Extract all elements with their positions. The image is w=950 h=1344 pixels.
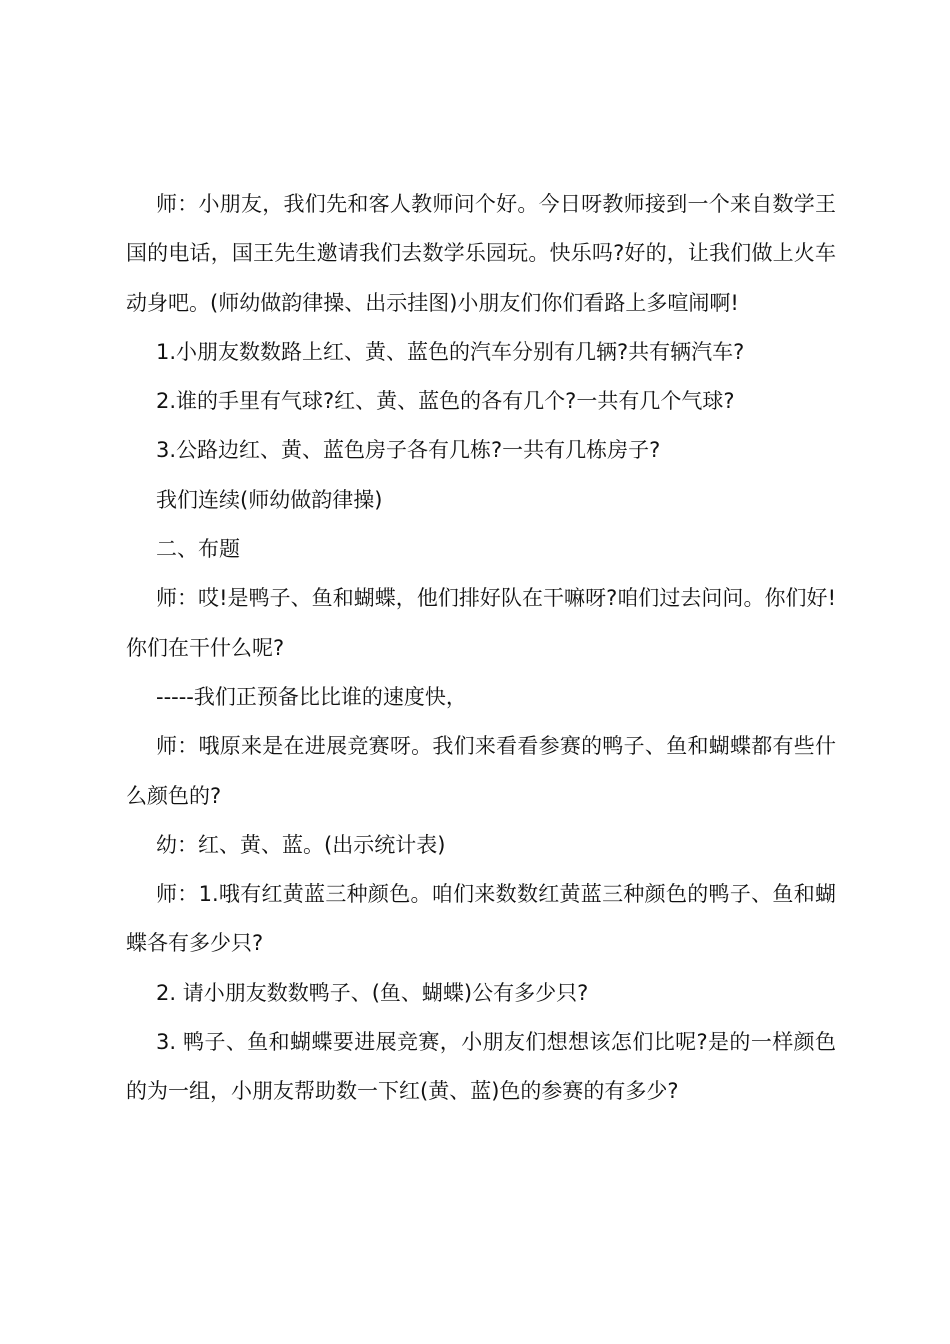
paragraph-intro: 师：小朋友，我们先和客人教师问个好。今日呀教师接到一个来自数学王国的电话，国王先生邀请我们去数学乐园玩。快乐吗?好的，让我们做上火车动身吧。(师幼做韵律操、出示挂图)小朋友们你们看路上多喧闹啊!: [126, 192, 836, 315]
paragraph-question-3: 3.公路边红、黄、蓝色房子各有几栋?一共有几栋房子?: [156, 438, 661, 463]
section-heading: 二、布题: [156, 537, 240, 562]
paragraph-question-2: 2.谁的手里有气球?红、黄、蓝色的各有几个?一共有几个气球?: [156, 389, 735, 414]
paragraph-count-total: 2. 请小朋友数数鸭子、(鱼、蝴蝶)公有多少只?: [156, 980, 589, 1005]
paragraph-child-answer: 幼：红、黄、蓝。(出示统计表): [156, 832, 446, 857]
document-body: [126, 180, 836, 1117]
paragraph-question-1: 1.小朋友数数路上红、黄、蓝色的汽车分别有几辆?共有辆汽车?: [156, 339, 745, 364]
paragraph-continue: 我们连续(师幼做韵律操): [156, 487, 383, 512]
paragraph-teacher-greeting: 师：哎!是鸭子、鱼和蝴蝶，他们排好队在干嘛呀?咱们过去问问。你们好!你们在干什么呢?: [126, 586, 836, 660]
paragraph-reply: -----我们正预备比比谁的速度快，: [156, 684, 467, 709]
paragraph-teacher-race: 师：哦原来是在进展竞赛呀。我们来看看参赛的鸭子、鱼和蝴蝶都有些什么颜色的?: [126, 734, 836, 808]
paragraph-group-count: 3. 鸭子、鱼和蝴蝶要进展竞赛，小朋友们想想该怎们比呢?是的一样颜色的为一组，小朋友帮助数一下红(黄、蓝)色的参赛的有多少?: [126, 1030, 836, 1104]
paragraph-teacher-count: 师：1.哦有红黄蓝三种颜色。咱们来数数红黄蓝三种颜色的鸭子、鱼和蝴蝶各有多少只?: [126, 882, 836, 956]
